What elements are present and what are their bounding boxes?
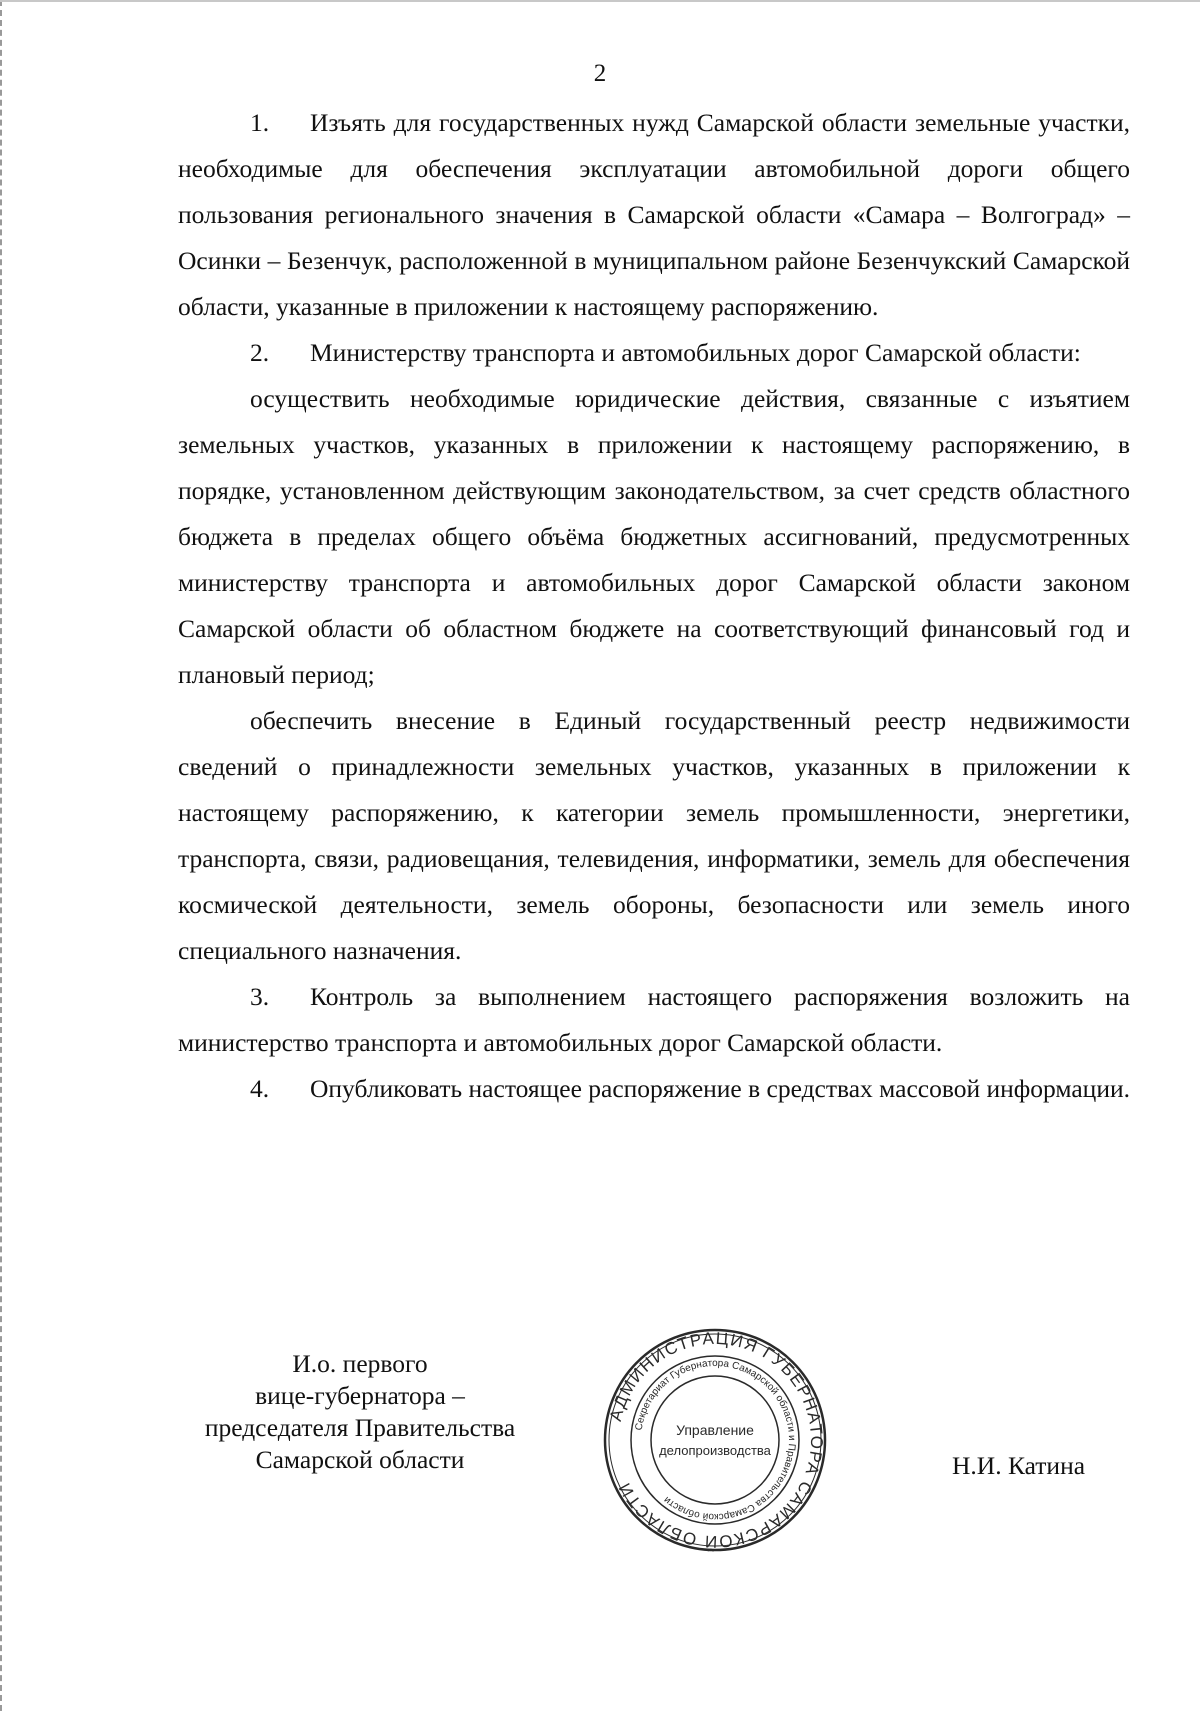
signatory-name: Н.И. Катина — [952, 1451, 1086, 1480]
scan-edge-top — [0, 0, 1200, 2]
page-number: 2 — [593, 60, 607, 87]
scan-edge-left — [0, 0, 6, 1711]
seal-center-line-1: Управление — [676, 1422, 754, 1438]
paragraph-number: 4. — [250, 1074, 270, 1103]
paragraph-2-sub-2 — [178, 698, 1130, 974]
paragraph-number: 3. — [250, 982, 270, 1011]
paragraph-text: осуществить необходимые юридические действия, связанные с изъятием земельных участков, указанных в приложении к настоящему распоряжению, в порядке, установленном действующим законодательством, за счет средств областного бюджета в пределах общего объёма бюджетных ассигнований, предусмотренных министерству транспорта и автомобильных дорог Самарской области законом Самарской области об областном бюджете на соответствующий финансовый год и плановый период; — [178, 384, 1130, 689]
paragraph-3 — [178, 974, 1130, 1066]
paragraph-text: Опубликовать настоящее распоряжение в средствах массовой информации. — [310, 1074, 1130, 1103]
seal-inner-ring-text: Секретариат Губернатора Самарской области и Правительства Самарской области — [633, 1357, 798, 1523]
paragraph-text: Изъять для государственных нужд Самарской области земельные участки, необходимые для обеспечения эксплуатации автомобильной дороги общего пользования регионального значения в Самарской области «Самара – Волгоград» – Осинки – Безенчук, расположенной в муниципальном районе Безенчукский Самарской области, указанные в приложении к настоящему распоряжению. — [178, 108, 1130, 321]
signatory-position-line: Самарской области — [255, 1445, 465, 1474]
paragraph-2 — [178, 330, 1130, 376]
paragraph-text: Контроль за выполнением настоящего распоряжения возложить на министерство транспорта и автомобильных дорог Самарской области. — [178, 982, 1130, 1057]
paragraph-2-sub-1 — [178, 376, 1130, 698]
signatory-position-line: вице-губернатора – — [255, 1381, 465, 1410]
paragraph-number: 2. — [250, 338, 270, 367]
document-body — [178, 100, 1130, 1112]
official-seal — [600, 1325, 830, 1555]
seal-outer-text: АДМИНИСТРАЦИЯ ГУБЕРНАТОРА САМАРСКОЙ ОБЛАСТИ — [605, 1328, 827, 1552]
seal-center-line-2: делопроизводства — [659, 1443, 771, 1458]
seal-middle-ring — [631, 1356, 799, 1524]
paragraph-number: 1. — [250, 108, 270, 137]
signatory-position — [160, 1348, 560, 1476]
paragraph-1 — [178, 100, 1130, 330]
paragraph-4 — [178, 1066, 1130, 1112]
seal-inner-ring — [651, 1376, 779, 1504]
signatory-position-line: председателя Правительства — [204, 1413, 516, 1442]
paragraph-text: обеспечить внесение в Единый государственный реестр недвижимости сведений о принадлежности земельных участков, указанных в приложении к настоящему распоряжению, к категории земель промышленности, энергетики, транспорта, связи, радиовещания, телевидения, информатики, земель для обеспечения космической деятельности, земель обороны, безопасности или земель иного специального назначения. — [178, 706, 1130, 965]
paragraph-text: Министерству транспорта и автомобильных дорог Самарской области: — [310, 338, 1081, 367]
signatory-position-line: И.о. первого — [292, 1349, 428, 1378]
